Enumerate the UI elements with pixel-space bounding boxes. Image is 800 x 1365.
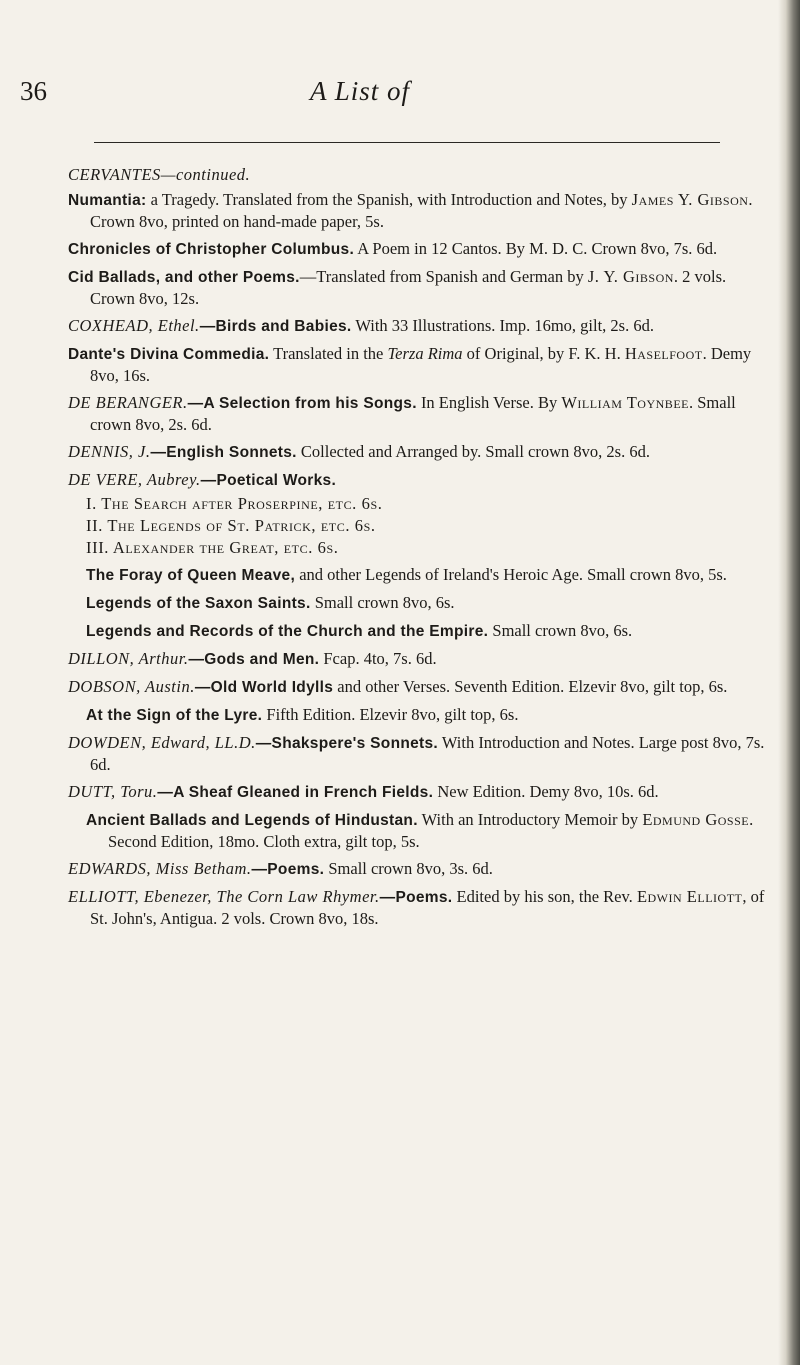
entry-description: of Original, by F. K. H. bbox=[462, 344, 625, 363]
page-header bbox=[20, 76, 772, 116]
entry-lyre bbox=[68, 704, 768, 726]
entry-description: . 2 vols. Crown 8vo, 12s. bbox=[90, 267, 727, 308]
entry-dutt bbox=[68, 781, 768, 803]
entry-coxhead bbox=[68, 315, 768, 337]
entry-dobson bbox=[68, 676, 768, 698]
entry-hindustan bbox=[68, 809, 768, 852]
entry-beranger bbox=[68, 392, 768, 435]
entry-description: Translated in the bbox=[269, 344, 388, 363]
entry-elliott bbox=[68, 886, 768, 929]
entry-title: At the Sign of the Lyre. bbox=[86, 707, 263, 724]
entry-description: Fifth Edition. Elzevir 8vo, gilt top, 6s. bbox=[262, 705, 519, 724]
entry-italic-term: Terza Rima bbox=[387, 344, 463, 363]
entry-title: Ancient Ballads and Legends of Hindustan. bbox=[86, 812, 418, 829]
entry-description: Small crown 8vo, 6s. bbox=[488, 621, 633, 640]
volume-item: II. The Legends of St. Patrick, etc. 6s. bbox=[86, 516, 376, 535]
entry-title: —Poems. bbox=[251, 861, 325, 878]
entry-author: COXHEAD, Ethel. bbox=[68, 316, 200, 335]
entry-description: . Demy 8vo, 16s. bbox=[90, 344, 752, 385]
entry-title: Dante's Divina Commedia. bbox=[68, 346, 270, 363]
entry-chronicles bbox=[68, 238, 768, 260]
entry-title: The Foray of Queen Meave, bbox=[86, 567, 296, 584]
entry-author: DE VERE, Aubrey. bbox=[68, 470, 201, 489]
entry-description: . Second Edition, 18mo. Cloth extra, gilt top, 5s. bbox=[108, 810, 754, 851]
entry-cid bbox=[68, 266, 768, 309]
entry-translator: Edmund Gosse bbox=[642, 810, 750, 829]
entry-author: DOBSON, Austin. bbox=[68, 677, 195, 696]
entry-title: —Shakspere's Sonnets. bbox=[255, 735, 439, 752]
entry-description: Small crown 8vo, 6s. bbox=[310, 593, 455, 612]
entry-church bbox=[68, 620, 768, 642]
entry-author: ELLIOTT, Ebenezer, bbox=[68, 887, 217, 906]
entry-author: DILLON, Arthur. bbox=[68, 649, 189, 668]
entry-dennis bbox=[68, 441, 768, 463]
entry-description: Small crown 8vo, 3s. 6d. bbox=[324, 859, 493, 878]
volume-item: III. Alexander the Great, etc. 6s. bbox=[86, 538, 339, 557]
entry-author: DENNIS, J. bbox=[68, 442, 151, 461]
entry-translator: Edwin Elliott bbox=[636, 887, 743, 906]
entry-title: —Birds and Babies. bbox=[199, 318, 352, 335]
entry-dowden bbox=[68, 732, 768, 775]
entry-description: With Introduction and Notes. Large post 8vo, 7s. 6d. bbox=[90, 733, 765, 774]
page-edge-shadow bbox=[778, 0, 800, 1365]
entry-description: , of St. John's, Antigua. 2 vols. Crown 8vo, 18s. bbox=[90, 887, 765, 928]
entry-description: . Small crown 8vo, 2s. 6d. bbox=[90, 393, 736, 434]
entry-description: In English Verse. By bbox=[416, 393, 562, 412]
entry-title: —Poems. bbox=[379, 889, 453, 906]
entry-description: Edited by his son, the Rev. bbox=[452, 887, 637, 906]
entry-description: . Crown 8vo, printed on hand-made paper, 5s. bbox=[90, 190, 753, 231]
entry-author: EDWARDS, Miss Betham. bbox=[68, 859, 252, 878]
entry-description: and other Legends of Ireland's Heroic Age. Small crown 8vo, 5s. bbox=[295, 565, 727, 584]
running-title: A List of bbox=[310, 76, 411, 106]
header-rule bbox=[94, 142, 720, 143]
entry-title: Legends and Records of the Church and the Empire. bbox=[86, 623, 489, 640]
entry-devere bbox=[68, 469, 768, 491]
entry-title: Cid Ballads, and other Poems. bbox=[68, 269, 300, 286]
catalogue-list bbox=[68, 164, 768, 935]
entry-translator: James Y. Gibson bbox=[631, 190, 749, 209]
entry-author: DOWDEN, Edward, LL.D. bbox=[68, 733, 256, 752]
entry-translator: Haselfoot bbox=[624, 344, 703, 363]
section-heading: CERVANTES—continued. bbox=[68, 165, 251, 184]
entry-dillon bbox=[68, 648, 768, 670]
entry-title: —Poetical Works. bbox=[200, 472, 337, 489]
entry-saxon bbox=[68, 592, 768, 614]
entry-description: Fcap. 4to, 7s. 6d. bbox=[319, 649, 437, 668]
entry-description: and other Verses. Seventh Edition. Elzevir 8vo, gilt top, 6s. bbox=[333, 677, 728, 696]
entry-description: A Poem in 12 Cantos. By M. D. C. Crown 8vo, 7s. 6d. bbox=[354, 239, 718, 258]
entry-title: Chronicles of Christopher Columbus. bbox=[68, 241, 355, 258]
page-number: 36 bbox=[20, 76, 47, 106]
entry-title: Numantia: bbox=[68, 192, 147, 209]
entry-title: —Gods and Men. bbox=[188, 651, 320, 668]
entry-description: With an Introductory Memoir by bbox=[417, 810, 643, 829]
entry-description: —Translated from Spanish and German by bbox=[299, 267, 588, 286]
entry-description: New Edition. Demy 8vo, 10s. 6d. bbox=[433, 782, 659, 801]
entry-description: Collected and Arranged by. Small crown 8vo, 2s. 6d. bbox=[296, 442, 650, 461]
volume-item: I. The Search after Proserpine, etc. 6s. bbox=[86, 494, 383, 513]
entry-edwards bbox=[68, 858, 768, 880]
entry-title: —Old World Idylls bbox=[194, 679, 334, 696]
entry-title: —English Sonnets. bbox=[150, 444, 297, 461]
entry-description: With 33 Illustrations. Imp. 16mo, gilt, 2s. 6d. bbox=[351, 316, 654, 335]
entry-foray bbox=[68, 564, 768, 586]
entry-author: DE BERANGER. bbox=[68, 393, 188, 412]
entry-description: a Tragedy. Translated from the Spanish, with Introduction and Notes, by bbox=[146, 190, 632, 209]
entry-dante bbox=[68, 343, 768, 386]
entry-title: Legends of the Saxon Saints. bbox=[86, 595, 311, 612]
entry-author: DUTT, Toru. bbox=[68, 782, 158, 801]
entry-title: —A Selection from his Songs. bbox=[187, 395, 417, 412]
entry-numantia bbox=[68, 189, 768, 232]
entry-title: —A Sheaf Gleaned in French Fields. bbox=[157, 784, 434, 801]
entry-translator: J. Y. Gibson bbox=[587, 267, 674, 286]
entry-translator: William Toynbee bbox=[561, 393, 689, 412]
entry-author-subtitle: The Corn Law Rhymer. bbox=[216, 887, 380, 906]
